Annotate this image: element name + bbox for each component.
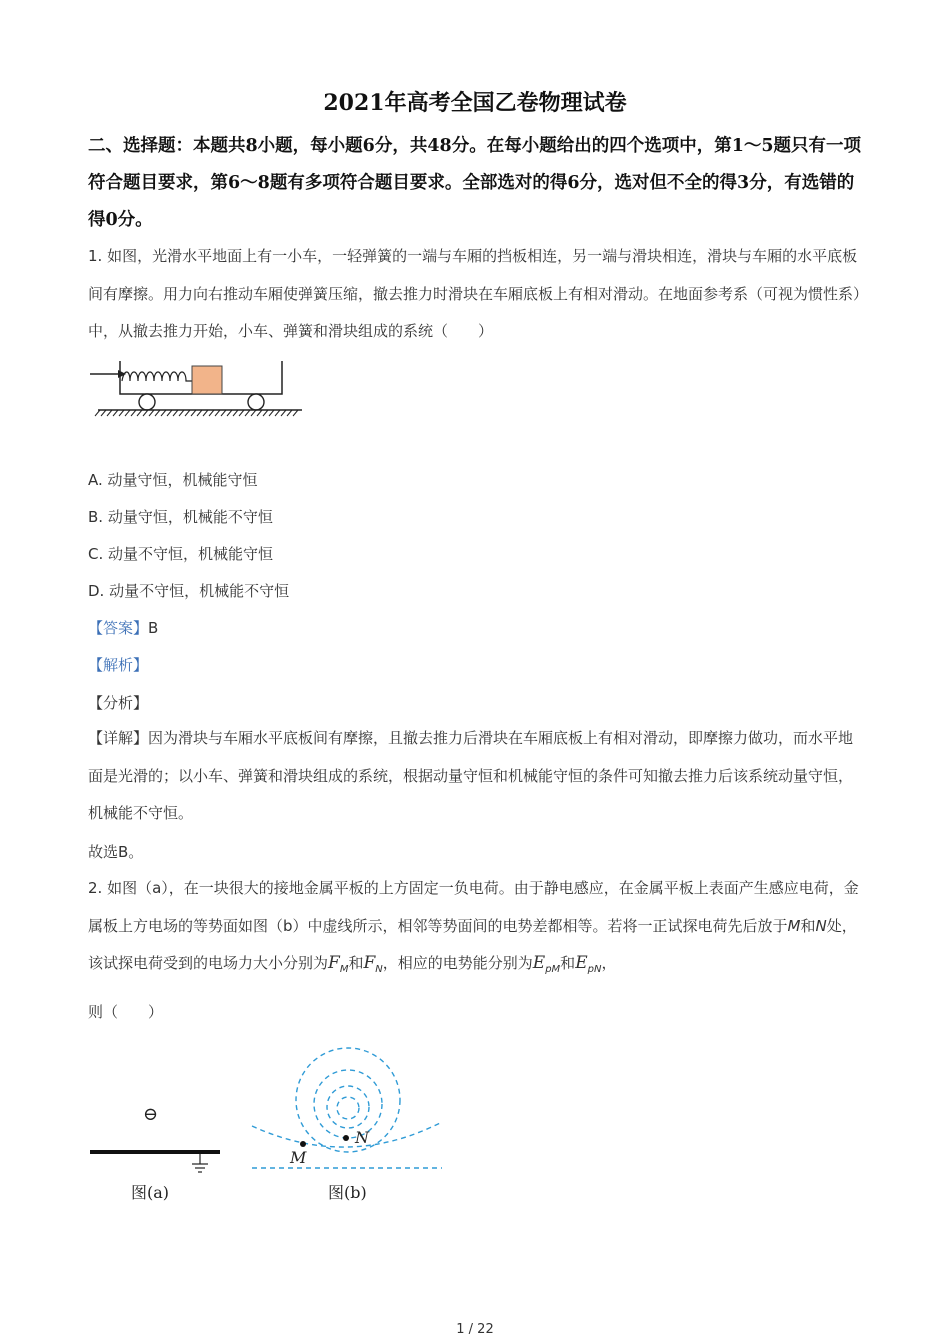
ground-hatch-line: [185, 410, 190, 416]
option-d: D. 动量不守恒，机械能不守恒: [88, 582, 290, 600]
q2-stem-part-c: ，相应的电势能分别为: [382, 954, 533, 972]
negative-charge-icon: ⊖: [143, 1104, 159, 1125]
ground-hatch-line: [161, 410, 166, 416]
answer-line: [88, 616, 864, 640]
q2-var-fm: F: [328, 953, 340, 973]
q2-var-epm: E: [532, 953, 546, 973]
ground-hatch-line: [233, 410, 238, 416]
page-title: 2021年高考全国乙卷物理试卷: [323, 90, 627, 116]
page-number: 1 / 22: [456, 1322, 494, 1337]
fenxi-tag: 【分析】: [88, 694, 149, 712]
q2-stem-part-d: ，: [601, 954, 617, 972]
ground-hatch-line: [209, 410, 214, 416]
ground-hatch-line: [119, 410, 124, 416]
ground-hatch-line: [221, 410, 226, 416]
option-b: B. 动量守恒，机械能不守恒: [88, 508, 273, 526]
q2-var-fm-sub: M: [339, 964, 349, 975]
q2-and-1: 和: [348, 954, 364, 972]
q2-var-epn: E: [575, 953, 588, 973]
question-2-stem: [88, 870, 864, 989]
wheel-right: [248, 394, 264, 410]
analysis-tag: 【解析】: [88, 656, 149, 674]
figure-cart-spring: [88, 356, 308, 418]
q2-then: 则（ ）: [88, 1003, 164, 1021]
conclusion: 故选B。: [88, 843, 144, 861]
ground-hatch-line: [137, 410, 142, 416]
section-instructions: 二、选择题：本题共8小题，每小题6分，共48分。在每小题给出的四个选项中，第1～5题只有一项符合题目要求，第6～8题有多项符合题目要求。全部选对的得6分，选对但不全的得3分，有选错的得0分。: [88, 136, 862, 230]
q2-var-fn-sub: N: [375, 964, 383, 975]
ground-hatch-line: [197, 410, 202, 416]
ground-hatch-line: [107, 410, 112, 416]
equipotential-lines: [252, 1048, 442, 1168]
ground-hatch-line: [245, 410, 250, 416]
ground-hatch-line: [149, 410, 154, 416]
q2-and-2: 和: [560, 954, 576, 972]
ground-hatch-line: [227, 410, 232, 416]
option-c: C. 动量不守恒，机械能守恒: [88, 545, 274, 563]
ground-hatch-line: [251, 410, 256, 416]
point-m-dot: [300, 1141, 306, 1147]
ground-hatch-line: [179, 410, 184, 416]
detail-text: 因为滑块与车厢水平底板间有摩擦，且撤去推力后滑块在车厢底板上有相对滑动，即摩擦力做功，而水平地面是光滑的；以小车、弹簧和滑块组成的系统，根据动量守恒和机械能守恒的条件可知撤去推力后该系统动量守恒，机械能不守恒。: [88, 729, 854, 822]
question-1-stem: 1. 如图，光滑水平地面上有一小车，一轻弹簧的一端与车厢的挡板相连，另一端与滑块相连，滑块与车厢的水平底板间有摩擦。用力向右推动车厢使弹簧压缩，撤去推力时滑块在车厢底板上有相对滑动。在地面参考系（可视为惯性系）中，从撤去推力开始，小车、弹簧和滑块组成的系统（ ）: [88, 247, 861, 340]
ground-hatch-line: [215, 410, 220, 416]
ground-hatch-line: [287, 410, 292, 416]
ground-hatch-line: [191, 410, 196, 416]
detail-tag: 【详解】: [88, 729, 149, 747]
ground-hatch: [95, 410, 298, 416]
spring: [122, 372, 192, 381]
option-a: A. 动量守恒，机械能守恒: [88, 471, 258, 489]
ground-hatch-line: [101, 410, 106, 416]
ground-hatch-line: [167, 410, 172, 416]
push-arrow-head: [118, 370, 126, 378]
point-n-label: N: [355, 1128, 369, 1147]
detail-paragraph: [88, 720, 864, 833]
ground-hatch-line: [125, 410, 130, 416]
ground-hatch-line: [275, 410, 280, 416]
ground-hatch-line: [269, 410, 274, 416]
point-n-dot: [343, 1135, 349, 1141]
ground-hatch-line: [173, 410, 178, 416]
q2-stem-part-a: 2. 如图（a），在一块很大的接地金属平板的上方固定一负电荷。由于静电感应，在金属平板上表面产生感应电荷，金属板上方电场的等势面如图（b）中虚线所示，相邻等势面间的电势差都相等。若将一正试探电荷先后放于: [88, 879, 859, 935]
ground-hatch-line: [239, 410, 244, 416]
q2-var-fn: F: [363, 953, 376, 973]
q2-var-m: M: [787, 916, 801, 935]
q2-var-epm-sub: pM: [545, 964, 561, 975]
ground-hatch-line: [257, 410, 262, 416]
ground-hatch-line: [263, 410, 268, 416]
ground-hatch-line: [113, 410, 118, 416]
figure-a-label: 图(a): [131, 1183, 170, 1202]
figure-b-equipotentials: [248, 1030, 448, 1175]
q2-var-n: N: [815, 916, 827, 935]
ground-hatch-line: [155, 410, 160, 416]
figure-b-label: 图(b): [328, 1183, 367, 1202]
q2-and: 和: [800, 916, 816, 935]
ground-hatch-line: [95, 410, 100, 416]
equipotential-circle-4: [337, 1097, 359, 1119]
ground-hatch-line: [203, 410, 208, 416]
ground-hatch-line: [131, 410, 136, 416]
equipotential-curve: [252, 1122, 442, 1147]
answer-value: B: [148, 619, 159, 637]
equipotential-circle-3: [327, 1086, 369, 1128]
ground-hatch-line: [293, 410, 298, 416]
ground-hatch-line: [143, 410, 148, 416]
ground-hatch-line: [281, 410, 286, 416]
point-m-label: M: [290, 1148, 307, 1167]
answer-tag: 【答案】: [88, 619, 149, 637]
q2-var-epn-sub: pN: [587, 964, 602, 975]
slider-block: [192, 366, 222, 394]
q2-stem-part-b: 处，该试探电荷受到的电场力大小分别为: [88, 916, 857, 972]
wheel-left: [139, 394, 155, 410]
equipotential-circle-2: [314, 1070, 382, 1138]
